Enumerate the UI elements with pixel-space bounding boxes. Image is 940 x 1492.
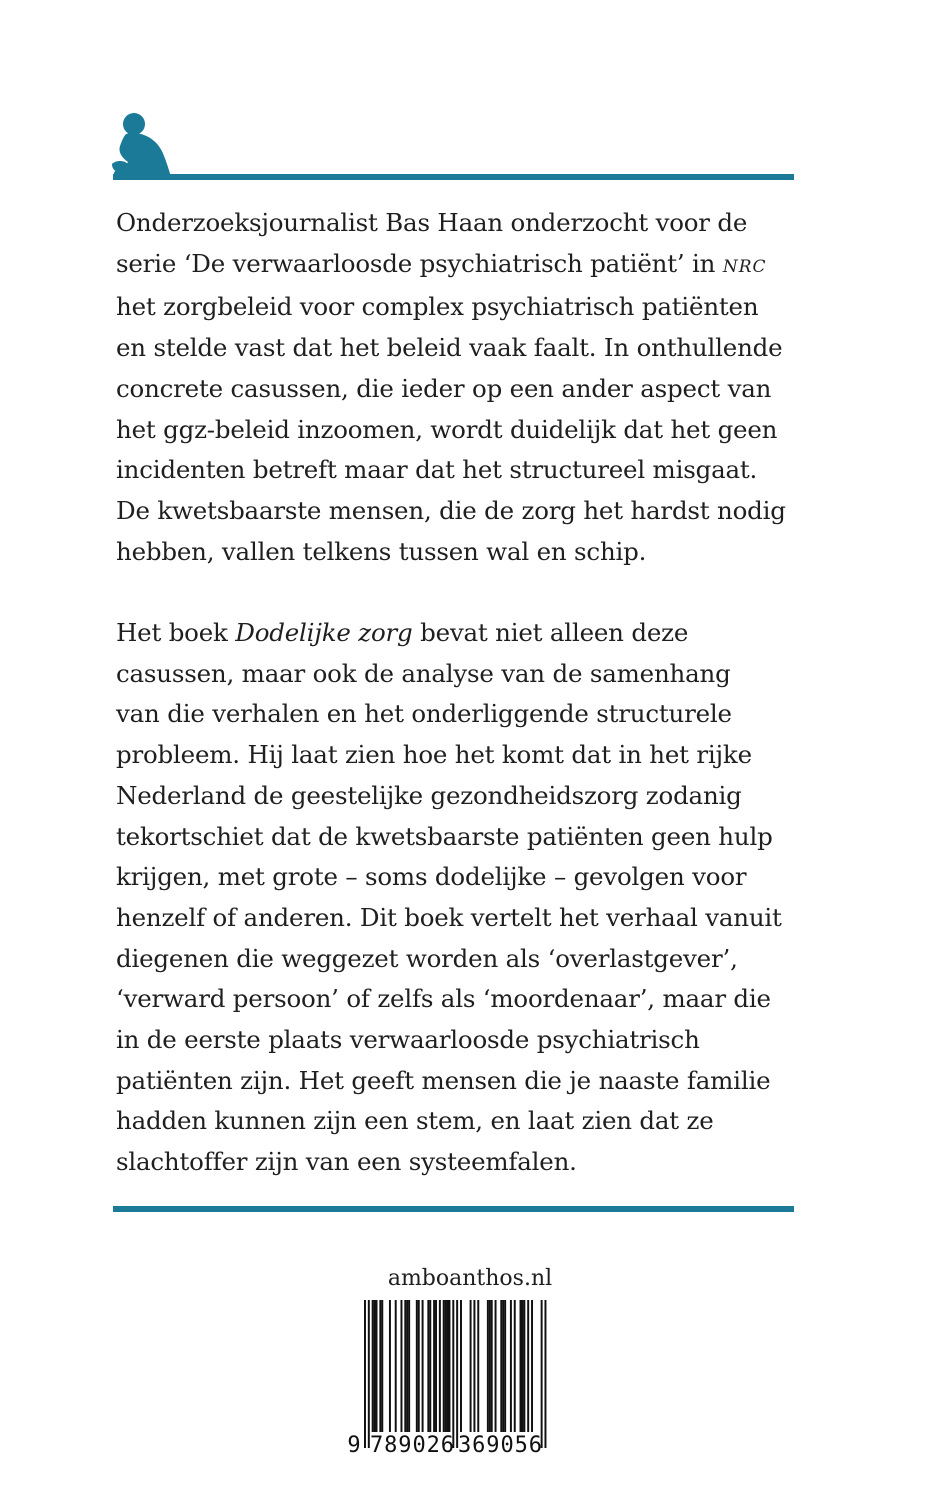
barcode-bar — [527, 1300, 529, 1432]
barcode-bar — [395, 1300, 397, 1432]
blurb-line: Onderzoeksjournalist Bas Haan onderzocht voor de — [116, 208, 748, 237]
blurb-line: van die verhalen en het onderliggende structurele — [116, 699, 732, 729]
blurb-line: casussen, maar ook de analyse van de samenhang — [116, 658, 731, 688]
barcode-bar — [521, 1300, 523, 1432]
blurb-line: De kwetsbaarste mensen, die de zorg het hardst nodig — [116, 495, 786, 525]
blurb-line: henzelf of anderen. Dit boek vertelt het verhaal vanuit — [116, 902, 782, 932]
isbn-right-group: 369056 — [458, 1433, 542, 1458]
back-cover-blurb — [116, 203, 806, 1183]
barcode-bar — [452, 1300, 454, 1448]
barcode-bar — [544, 1300, 546, 1448]
barcode-bar — [502, 1300, 504, 1432]
barcode-bar — [416, 1300, 418, 1432]
barcode-bar — [445, 1300, 447, 1432]
barcode-bar — [520, 1300, 522, 1432]
publisher-website: amboanthos.nl — [387, 1266, 553, 1291]
blurb-text: bevat niet alleen deze — [412, 618, 689, 648]
barcode-bar — [408, 1300, 410, 1432]
blurb-line: tekortschiet dat de kwetsbaarste patiënten geen hulp — [116, 821, 773, 851]
barcode-bar — [443, 1300, 445, 1432]
barcode-bar — [368, 1300, 370, 1448]
blurb-line: incidenten betreft maar dat het structureel misgaat. — [116, 455, 758, 485]
blurb-line: in de eerste plaats verwaarloosde psychiatrisch — [116, 1025, 700, 1055]
barcode-bar — [435, 1300, 437, 1432]
barcode-bar — [489, 1300, 491, 1432]
barcode-bar — [389, 1300, 391, 1432]
blurb-line: krijgen, met grote – soms dodelijke – gevolgen voor — [116, 862, 747, 892]
barcode-bar — [510, 1300, 512, 1432]
barcode-bar — [514, 1300, 516, 1432]
barcode-bar — [460, 1300, 462, 1432]
barcode-graphic — [344, 1300, 552, 1460]
top-divider — [113, 174, 794, 180]
isbn-left-group: 789026 — [370, 1433, 454, 1458]
blurb-line: Nederland de geestelijke gezondheidszorg zodanig — [116, 780, 742, 810]
barcode-bar — [374, 1300, 376, 1432]
blurb-line: het ggz-beleid inzoomen, wordt duidelijk dat het geen — [116, 414, 778, 444]
barcode-bar — [447, 1300, 449, 1432]
barcode-bar — [406, 1300, 408, 1432]
barcode-bar — [427, 1300, 429, 1432]
barcode-bar — [448, 1300, 450, 1432]
barcode-bar — [504, 1300, 506, 1432]
barcode-bar — [523, 1300, 525, 1432]
blurb-line: ‘verward persoon’ of zelfs als ‘moordenaar’, maar die — [116, 984, 771, 1014]
barcode-bar — [456, 1300, 458, 1448]
barcode-bar — [477, 1300, 479, 1432]
blurb-text: Het boek — [116, 618, 236, 648]
blurb-text: serie ‘De verwaarloosde psychiatrisch patiënt’ in — [116, 248, 723, 278]
blurb-line: patiënten zijn. Het geeft mensen die je naaste familie — [116, 1065, 771, 1095]
newspaper-name: NRC — [722, 256, 767, 277]
barcode-bar — [487, 1300, 489, 1432]
blurb-line — [116, 244, 806, 288]
sitting-person-icon — [106, 108, 178, 182]
barcode-bar — [364, 1300, 366, 1448]
barcode-bar — [541, 1300, 543, 1448]
barcode-bar — [439, 1300, 441, 1432]
barcode-bar — [500, 1300, 502, 1432]
barcode-bar — [531, 1300, 533, 1432]
blurb-line: hadden kunnen zijn een stem, en laat zien dat ze — [116, 1106, 714, 1136]
barcode-bar — [433, 1300, 435, 1432]
blurb-line — [116, 613, 806, 654]
barcode-bar — [473, 1300, 475, 1432]
blurb-line: slachtoffer zijn van een systeemfalen. — [116, 1147, 577, 1177]
blurb-line: en stelde vast dat het beleid vaak faalt. In onthullende — [116, 333, 783, 363]
barcode-bar — [372, 1300, 374, 1432]
blurb-line: hebben, vallen telkens tussen wal en schip. — [116, 536, 647, 566]
blurb-line: probleem. Hij laat zien hoe het komt dat in het rijke — [116, 740, 752, 770]
blurb-line: concrete casussen, die ieder op een ander aspect van — [116, 373, 772, 403]
isbn-first-digit: 9 — [347, 1433, 361, 1458]
barcode-bar — [379, 1300, 381, 1432]
barcode-bar — [400, 1300, 402, 1432]
barcode-bar — [495, 1300, 497, 1432]
barcode-bar — [470, 1300, 472, 1432]
bottom-divider — [113, 1206, 794, 1212]
barcode-bar — [381, 1300, 383, 1432]
isbn-barcode — [344, 1300, 552, 1460]
barcode-bar — [404, 1300, 406, 1432]
barcode-bar — [376, 1300, 378, 1432]
blurb-line: diegenen die weggezet worden als ‘overlastgever’, — [116, 943, 738, 973]
blurb-line: het zorgbeleid voor complex psychiatrisch patiënten — [116, 292, 759, 322]
paragraph-gap — [116, 572, 806, 613]
barcode-bar — [418, 1300, 420, 1432]
barcode-bar — [491, 1300, 493, 1432]
book-title: Dodelijke zorg — [235, 618, 413, 648]
barcode-bar — [429, 1300, 431, 1432]
barcode-bar — [422, 1300, 424, 1432]
